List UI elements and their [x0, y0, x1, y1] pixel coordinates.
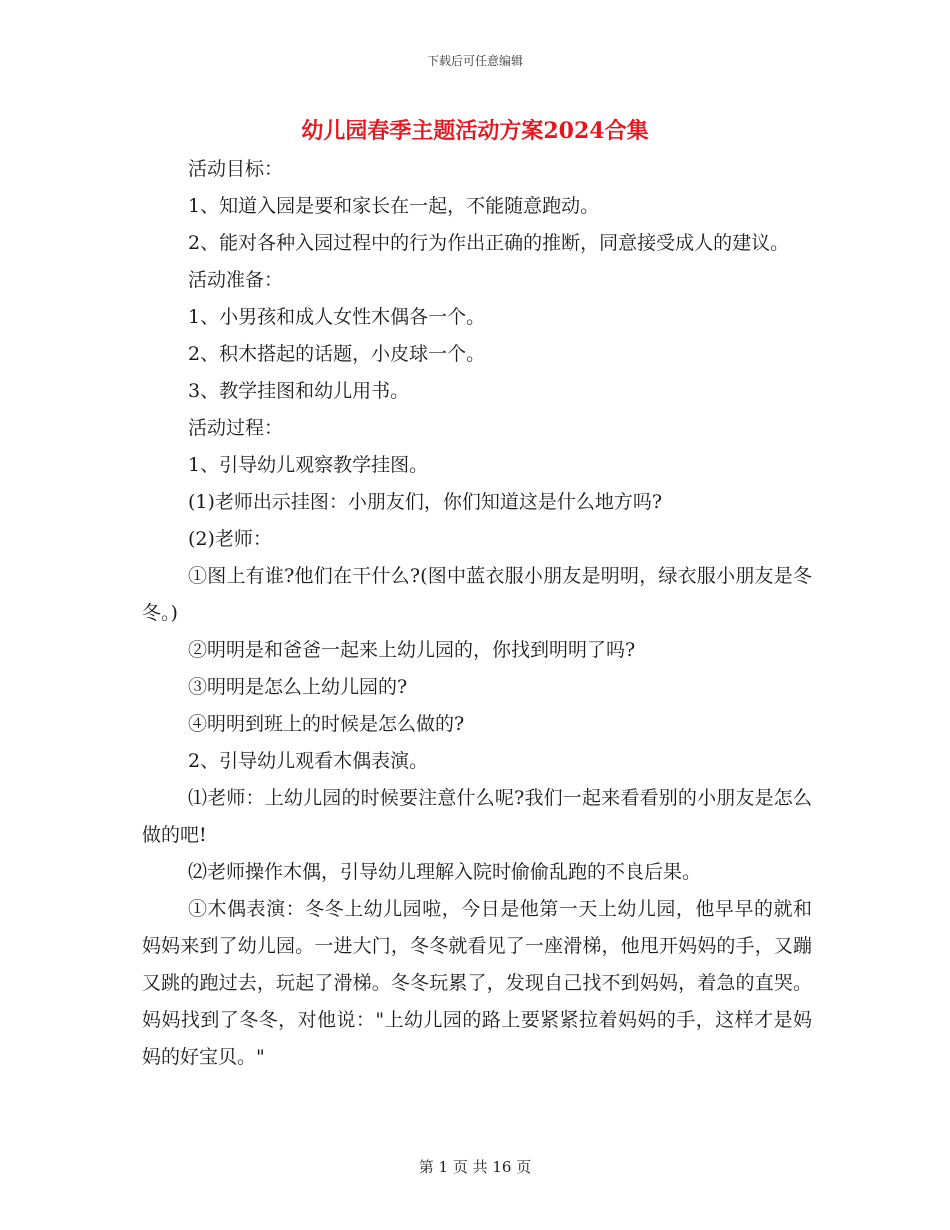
paragraph: 活动过程：: [188, 417, 284, 439]
paragraph: 2、能对各种入园过程中的行为作出正确的推断，同意接受成人的建议。: [188, 232, 790, 254]
paragraph: (1)老师出示挂图：小朋友们，你们知道这是什么地方吗?: [188, 491, 663, 513]
paragraph: ②明明是和爸爸一起来上幼儿园的，你找到明明了吗?: [188, 639, 636, 661]
paragraph: 2、引导幼儿观看木偶表演。: [188, 750, 429, 772]
paragraph: ①图上有谁?他们在干什么?(图中蓝衣服小朋友是明明，绿衣服小朋友是冬冬。): [142, 565, 812, 624]
paragraph: 1、小男孩和成人女性木偶各一个。: [188, 306, 486, 328]
paragraph: 3、教学挂图和幼儿用书。: [188, 380, 410, 402]
paragraph: (2)老师：: [188, 528, 272, 550]
paragraph: ③明明是怎么上幼儿园的?: [188, 676, 408, 698]
paragraph: ④明明到班上的时候是怎么做的?: [188, 713, 465, 735]
paragraph: ⑴老师：上幼儿园的时候要注意什么呢?我们一起来看看别的小朋友是怎么做的吧!: [142, 787, 812, 846]
paragraph: 活动目标：: [188, 158, 284, 180]
paragraph: 2、积木搭起的话题，小皮球一个。: [188, 343, 486, 365]
document-title: 幼儿园春季主题活动方案2024合集: [301, 118, 649, 144]
paragraph: ①木偶表演：冬冬上幼儿园啦，今日是他第一天上幼儿园，他早早的就和妈妈来到了幼儿园。一进大门，冬冬就看见了一座滑梯，他甩开妈妈的手，又蹦又跳的跑过去，玩起了滑梯。冬冬玩累了，发现自己找不到妈妈，着急的直哭。妈妈找到了冬冬，对他说："上幼儿园的路上要紧紧拉着妈妈的手，这样才是妈妈的好宝贝。": [142, 898, 812, 1068]
document-body: [142, 151, 812, 1076]
page-header-note: 下载后可任意编辑: [426, 54, 523, 68]
paragraph: 活动准备：: [188, 269, 284, 291]
paragraph: 1、引导幼儿观察教学挂图。: [188, 454, 429, 476]
paragraph: ⑵老师操作木偶，引导幼儿理解入院时偷偷乱跑的不良后果。: [188, 861, 702, 883]
page-number: 第 1 页 共 16 页: [418, 1158, 532, 1176]
paragraph: 1、知道入园是要和家长在一起，不能随意跑动。: [188, 195, 600, 217]
